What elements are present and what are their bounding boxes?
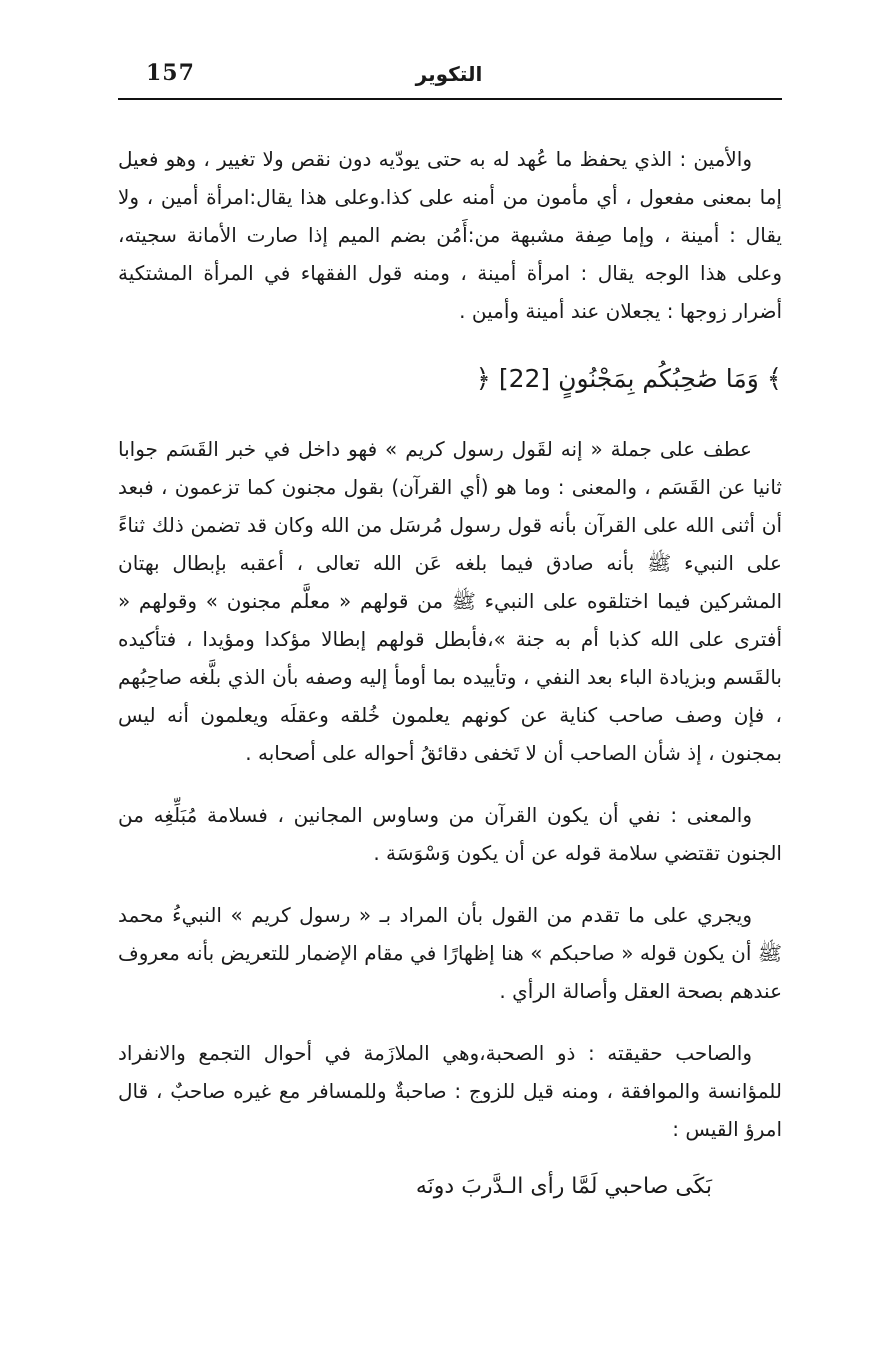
paragraph-rasul-karim: ويجري على ما تقدم من القول بأن المراد بـ « رسول كريم » النبيءُ محمد ﷺ أن يكون قوله « صاحبكم » هنا إظهارًا في مقام الإضمار للتعريض بأنه معروف عندهم بصحة العقل وأصالة الرأي . (118, 903, 782, 1003)
body-text (118, 140, 782, 1206)
running-title: التكوير (415, 62, 483, 86)
page-header (118, 56, 780, 96)
paragraph-amin-definition: والأمين : الذي يحفظ ما عُهد له به حتى يودّيه دون نقص ولا تغيير ، وهو فعيل إما بمعنى مفعول ، أي مأمون من أمنه على كذا.وعلى هذا يقال:امرأة أمين ، ولا يقال : أمينة ، وإما صِفة مشبهة من:أَمُن بضم الميم إذا صارت الأمانة سجيته، وعلى هذا الوجه يقال : امرأة أمينة ، ومنه قول الفقهاء في المرأة المشتكية أضرار زوجها : يجعلان عند أمينة وأمين . (118, 147, 782, 323)
verse-number: [22] (498, 364, 551, 393)
verse-open-bracket: ﴾ (766, 364, 782, 394)
quran-verse (118, 360, 782, 398)
poetry-line: بَكَى صاحبي لَمَّا رأى الـدَّربَ دونَه (415, 1174, 712, 1199)
verse-text: وَمَا صَٰحِبُكُم بِمَجْنُونٍ (558, 364, 759, 393)
paragraph-meaning: والمعنى : نفي أن يكون القرآن من وساوس المجانين ، فسلامة مُبَلِّغِه من الجنون تقتضي سلامة قوله عن أن يكون وَسْوَسَة . (118, 803, 782, 865)
paragraph-sahib-definition: والصاحب حقيقته : ذو الصحبة،وهي الملازَمة في أحوال التجمع والانفراد للمؤانسة والموافقة ، ومنه قيل للزوج : صاحبةٌ وللمسافر مع غيره صاحبٌ ، قال امرؤ القيس : (118, 1041, 782, 1141)
header-rule (118, 98, 782, 100)
page-number: 157 (146, 60, 195, 86)
paragraph-verse-commentary: عطف على جملة « إنه لقَول رسول كريم » فهو داخل في خبر القَسَم جوابا ثانيا عن القَسَم ، والمعنى : وما هو (أي القرآن) بقول مجنون كما تزعمون ، فبعد أن أثنى الله على القرآن بأنه قول رسول مُرسَل من الله وكان قد تضمن ذلك ثناءً على النبيء ﷺ بأنه صادق فيما بلغه عَن الله تعالى ، أعقبه بإبطال بهتان المشركين فيما اختلقوه على النبيء ﷺ من قولهم « معلَّم مجنون » وقولهم « أفترى على الله كذبا أم به جنة »،فأبطل قولهم إبطالا مؤكدا ومؤيدا ، فتأكيده بالقَسم وبزيادة الباء بعد النفي ، وتأييده بما أومأ إليه وصفه بأن الذي بلَّغه صاحِبُهم ، فإن وصف صاحب كناية عن كونهم يعلمون خُلقه وعقلَه ويعلمون أنه ليس بمجنون ، إذ شأن الصاحب أن لا تَخفى دقائقُ أحواله على أصحابه . (118, 437, 782, 765)
verse-close-bracket: ﴿ (475, 364, 491, 394)
